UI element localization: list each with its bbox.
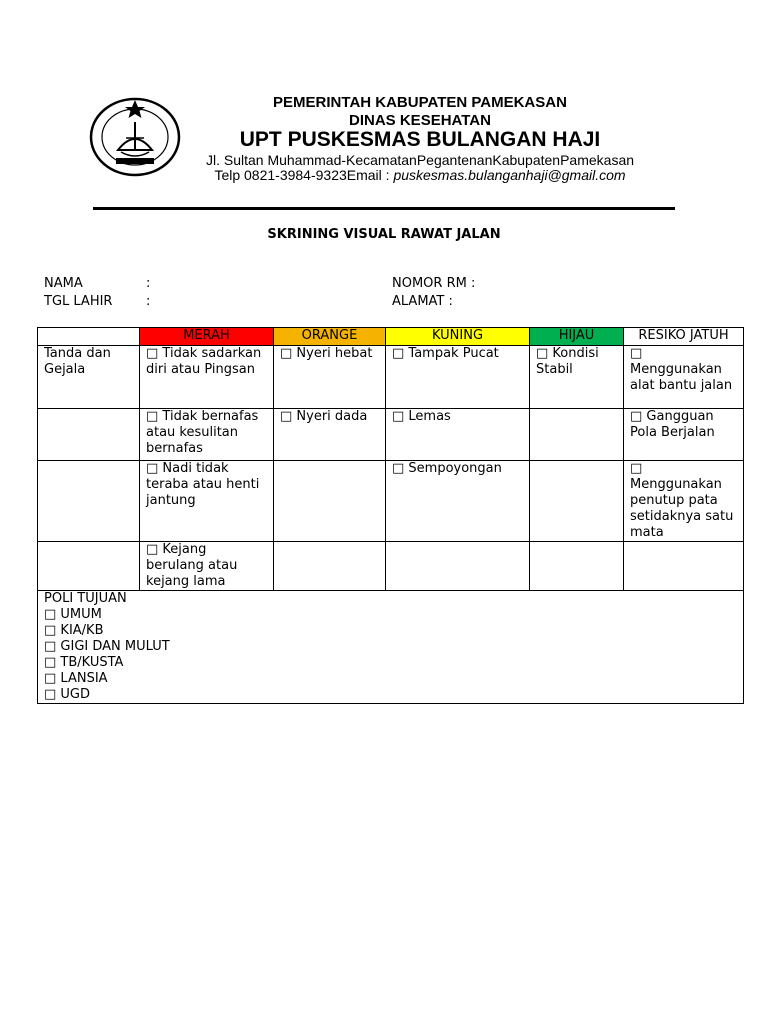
poli-option-lansia[interactable]: □ LANSIA	[44, 671, 108, 686]
nama-colon: :	[146, 276, 151, 291]
table-row	[38, 461, 744, 542]
checkbox-item[interactable]: □ Nyeri hebat	[274, 346, 386, 409]
checkbox-item[interactable]: □ Tampak Pucat	[386, 346, 530, 409]
checkbox-item[interactable]: □ Menggunakan alat bantu jalan	[624, 346, 744, 409]
poli-tujuan-cell	[38, 591, 744, 704]
nomor-rm-label: NOMOR RM :	[392, 276, 476, 291]
checkbox-item[interactable]: □ Nadi tidak teraba atau henti jantung	[140, 461, 274, 542]
checkbox-item[interactable]: □ Menggunakan penutup pata setidaknya satu mata	[624, 461, 744, 542]
puskesmas-logo	[88, 94, 182, 180]
header-department: DINAS KESEHATAN	[349, 112, 491, 129]
tgl-lahir-colon: :	[146, 294, 151, 309]
table-row	[38, 542, 744, 591]
header-contact	[180, 167, 660, 183]
nama-label: NAMA	[44, 276, 83, 291]
checkbox-item[interactable]: □ Nyeri dada	[274, 409, 386, 461]
header-phone: Telp 0821-3984-9323Email :	[214, 167, 394, 183]
table-row	[38, 346, 744, 409]
column-merah: MERAH	[140, 328, 274, 346]
empty-cell	[624, 542, 744, 591]
empty-cell	[530, 542, 624, 591]
poli-tujuan-row	[38, 591, 744, 704]
document-title: SKRINING VISUAL RAWAT JALAN	[267, 227, 501, 242]
empty-cell	[530, 461, 624, 542]
checkbox-item[interactable]: □ Lemas	[386, 409, 530, 461]
column-kuning: KUNING	[386, 328, 530, 346]
checkbox-item[interactable]: □ Gangguan Pola Berjalan	[624, 409, 744, 461]
empty-cell	[530, 409, 624, 461]
empty-cell	[38, 461, 140, 542]
empty-cell	[274, 461, 386, 542]
table-row	[38, 409, 744, 461]
column-hijau: HIJAU	[530, 328, 624, 346]
checkbox-item[interactable]: □ Kejang berulang atau kejang lama	[140, 542, 274, 591]
poli-option-ugd[interactable]: □ UGD	[44, 687, 91, 702]
poli-option-tb-kusta[interactable]: □ TB/KUSTA	[44, 655, 124, 670]
checkbox-item[interactable]: □ Kondisi Stabil	[530, 346, 624, 409]
header-empty-cell	[38, 328, 140, 346]
header-email: puskesmas.bulanganhaji@gmail.com	[393, 167, 626, 183]
tgl-lahir-label: TGL LAHIR	[44, 294, 113, 309]
header-government: PEMERINTAH KABUPATEN PAMEKASAN	[273, 94, 567, 111]
table-header-row	[38, 328, 744, 346]
empty-cell	[386, 542, 530, 591]
poli-option-kia-kb[interactable]: □ KIA/KB	[44, 623, 104, 638]
empty-cell	[274, 542, 386, 591]
poli-tujuan-title: POLI TUJUAN	[44, 591, 127, 606]
checkbox-item[interactable]: □ Tidak bernafas atau kesulitan bernafas	[140, 409, 274, 461]
column-orange: ORANGE	[274, 328, 386, 346]
poli-option-gigi-dan-mulut[interactable]: □ GIGI DAN MULUT	[44, 639, 170, 654]
empty-cell	[38, 542, 140, 591]
alamat-label: ALAMAT :	[392, 294, 453, 309]
checkbox-item[interactable]: □ Tidak sadarkan diri atau Pingsan	[140, 346, 274, 409]
empty-cell	[38, 409, 140, 461]
header-divider	[93, 207, 675, 210]
header-address: Jl. Sultan Muhammad-KecamatanPegantenanKabupatenPamekasan	[205, 152, 635, 168]
column-resiko-jatuh: RESIKO JATUH	[624, 328, 744, 346]
header-institution: UPT PUSKESMAS BULANGAN HAJI	[239, 128, 601, 151]
poli-option-umum[interactable]: □ UMUM	[44, 607, 102, 622]
row-label: Tanda dan Gejala	[38, 346, 140, 409]
triage-table	[37, 327, 744, 704]
checkbox-item[interactable]: □ Sempoyongan	[386, 461, 530, 542]
